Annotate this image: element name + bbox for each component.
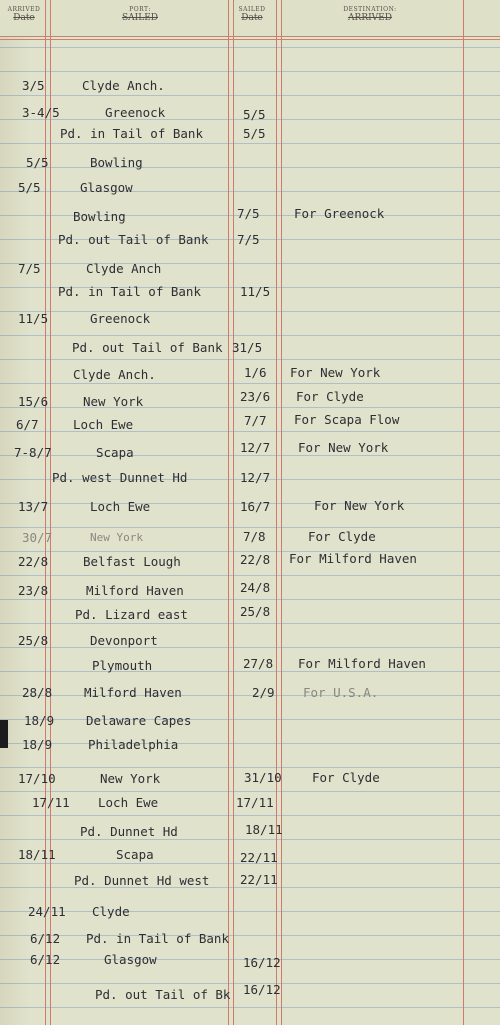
arrived-cell: 28/8 xyxy=(22,685,53,700)
port-cell: Pd. in Tail of Bank xyxy=(86,931,229,946)
arrived-cell: 18/11 xyxy=(18,847,56,862)
arrived-cell: 6/12 xyxy=(30,952,61,967)
sailed-cell: 27/8 xyxy=(243,656,274,671)
arrived-cell: 30/7 xyxy=(22,530,53,545)
port-cell: New York xyxy=(83,394,144,409)
port-cell: Clyde Anch. xyxy=(82,78,165,93)
header-sailed: SAILED xyxy=(238,6,266,13)
sailed-cell: 7/5 xyxy=(237,206,260,221)
sailed-cell: 24/8 xyxy=(240,580,271,595)
port-cell: Bowling xyxy=(90,155,143,170)
sailed-cell: 11/5 xyxy=(240,284,271,299)
header-arrived: ARRIVED xyxy=(7,6,41,13)
header-port: PORT: xyxy=(129,6,151,13)
port-cell: Loch Ewe xyxy=(73,417,134,432)
sailed-cell: 22/11 xyxy=(240,872,278,887)
sailed-cell: 22/8 xyxy=(240,552,271,567)
arrived-cell: 7/5 xyxy=(18,261,41,276)
destination-cell: For Milford Haven xyxy=(289,551,417,566)
arrived-cell: 5/5 xyxy=(18,180,41,195)
binding-mark xyxy=(0,720,8,748)
port-cell: Plymouth xyxy=(92,658,153,673)
destination-cell: For Milford Haven xyxy=(298,656,426,671)
arrived-cell: 6/12 xyxy=(30,931,61,946)
destination-cell: For Greenock xyxy=(294,206,385,221)
arrived-cell: 3-4/5 xyxy=(22,105,60,120)
sailed-cell: 16/12 xyxy=(243,955,281,970)
port-cell: Belfast Lough xyxy=(83,554,181,569)
port-cell: Pd. west Dunnet Hd xyxy=(52,470,188,485)
sailed-cell: 5/5 xyxy=(243,126,266,141)
destination-cell: For Clyde xyxy=(308,529,376,544)
port-cell: Clyde Anch xyxy=(86,261,162,276)
port-cell: Glasgow xyxy=(104,952,157,967)
port-cell: Greenock xyxy=(90,311,151,326)
arrived-cell: 22/8 xyxy=(18,554,49,569)
port-cell: Pd. in Tail of Bank xyxy=(58,284,201,299)
port-cell: Scapa xyxy=(116,847,154,862)
sailed-cell: 12/7 xyxy=(240,440,271,455)
arrived-cell: 18/9 xyxy=(24,713,55,728)
header-sailed-sub: Date xyxy=(241,13,263,23)
sailed-cell: 16/7 xyxy=(240,499,271,514)
port-cell: Pd. out Tail of Bank xyxy=(58,232,209,247)
sailed-cell: 12/7 xyxy=(240,470,271,485)
arrived-cell: 11/5 xyxy=(18,311,49,326)
header-port-sub: SAILED xyxy=(122,13,158,23)
header-arrived-sub: Date xyxy=(13,13,35,23)
column-rule xyxy=(228,0,234,1025)
arrived-cell: 24/11 xyxy=(28,904,66,919)
column-rule xyxy=(463,0,464,1025)
port-cell: Delaware Capes xyxy=(86,713,192,728)
arrived-cell: 15/6 xyxy=(18,394,49,409)
destination-cell: For New York xyxy=(290,365,381,380)
port-cell: Pd. Lizard east xyxy=(75,607,188,622)
arrived-cell: 5/5 xyxy=(26,155,49,170)
port-cell: Bowling xyxy=(73,209,126,224)
sailed-cell: 25/8 xyxy=(240,604,271,619)
port-cell: Pd. out Tail of Bank xyxy=(72,340,223,355)
port-cell: Scapa xyxy=(96,445,134,460)
port-cell: New York xyxy=(100,771,161,786)
port-cell: Glasgow xyxy=(80,180,133,195)
arrived-cell: 25/8 xyxy=(18,633,49,648)
destination-cell: For U.S.A. xyxy=(303,685,379,700)
destination-cell: For Scapa Flow xyxy=(294,412,400,427)
sailed-cell: 23/6 xyxy=(240,389,271,404)
sailed-cell: 7/5 xyxy=(237,232,260,247)
port-cell: Loch Ewe xyxy=(90,499,151,514)
sailed-cell: 7/7 xyxy=(244,413,267,428)
sailed-cell: 22/11 xyxy=(240,850,278,865)
sailed-cell: 31/5 xyxy=(232,340,263,355)
sailed-cell: 2/9 xyxy=(252,685,275,700)
sailed-cell: 1/6 xyxy=(244,365,267,380)
destination-cell: For Clyde xyxy=(312,770,380,785)
arrived-cell: 13/7 xyxy=(18,499,49,514)
arrived-cell: 6/7 xyxy=(16,417,39,432)
port-cell: Pd. Dunnet Hd xyxy=(80,824,178,839)
header-destination: DESTINATION: xyxy=(343,6,397,13)
arrived-cell: 18/9 xyxy=(22,737,53,752)
port-cell: Greenock xyxy=(105,105,166,120)
header-destination-sub: ARRIVED xyxy=(348,13,392,23)
arrived-cell: 3/5 xyxy=(22,78,45,93)
port-cell: New York xyxy=(90,531,143,544)
port-cell: Philadelphia xyxy=(88,737,179,752)
port-cell: Milford Haven xyxy=(86,583,184,598)
sailed-cell: 31/10 xyxy=(244,770,282,785)
port-cell: Devonport xyxy=(90,633,158,648)
port-cell: Milford Haven xyxy=(84,685,182,700)
port-cell: Clyde xyxy=(92,904,130,919)
port-cell: Loch Ewe xyxy=(98,795,159,810)
port-cell: Pd. out Tail of Bk xyxy=(95,987,231,1002)
destination-cell: For Clyde xyxy=(296,389,364,404)
arrived-cell: 7-8/7 xyxy=(14,445,52,460)
destination-cell: For New York xyxy=(314,498,405,513)
destination-cell: For New York xyxy=(298,440,389,455)
sailed-cell: 16/12 xyxy=(243,982,281,997)
sailed-cell: 17/11 xyxy=(236,795,274,810)
port-cell: Clyde Anch. xyxy=(73,367,156,382)
sailed-cell: 5/5 xyxy=(243,107,266,122)
arrived-cell: 17/11 xyxy=(32,795,70,810)
port-cell: Pd. Dunnet Hd west xyxy=(74,873,210,888)
sailed-cell: 7/8 xyxy=(243,529,266,544)
arrived-cell: 17/10 xyxy=(18,771,56,786)
arrived-cell: 23/8 xyxy=(18,583,49,598)
port-cell: Pd. in Tail of Bank xyxy=(60,126,203,141)
sailed-cell: 18/11 xyxy=(245,822,283,837)
